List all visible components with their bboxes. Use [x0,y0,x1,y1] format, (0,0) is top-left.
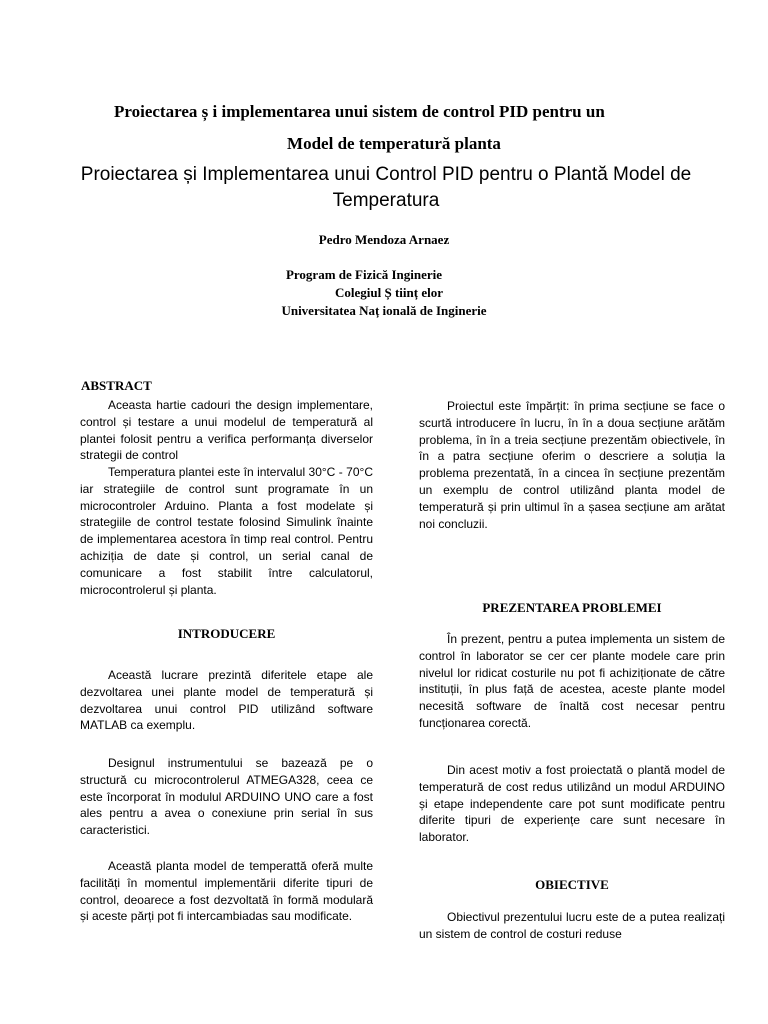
prezentarea-heading: PREZENTAREA PROBLEMEI [482,600,662,615]
abstract-heading: ABSTRACT [81,378,152,393]
introducere-paragraph-3: Această planta model de temperattă oferă multe facilități în momentul implementării diferite tipuri de control, deoarece a fost dezvoltată în formă modulară și aceste părți pot fi intercambiadas sau modificate. [80,859,373,924]
introducere-paragraph-1: Această lucrare prezintă diferitele etape ale dezvoltarea unei plante model de temperatură și dezvoltarea unui control PID utilizând software MATLAB ca exemplu. [80,668,373,733]
affiliation-program: Program de Fizică Inginerie [285,267,443,282]
affiliation [0,266,768,320]
title-line-1: Proiectarea ș i implementarea unui sistem de control PID pentru un [114,102,605,121]
title-line-2: Model de temperatură planta [287,134,501,153]
introducere-paragraph-2: Designul instrumentului se bazează pe o structură cu microcontrolerul ATMEGA328, ceea ce este încorporat în modulul ARDUINO UNO care a fost ales pentru a avea o conexiune prin serial în sus caracteristici. [80,756,373,838]
structure-paragraph: Proiectul este împărțit: în prima secțiune se face o scurtă introducere în lucru, în în a doua secțiune arătăm problema, în în a treia secțiune prezentăm obiectivele, în în a patra secțiune oferim o descriere a soluția la problema prezentată, în a cincea în secțiune prezentăm un exemplu de control utilizând planta model de temperatură și prin ultimul în a șasea secțiune am arătat noi concluzii. [419,399,725,531]
prezentarea-paragraph-2: Din acest motiv a fost proiectată o plantă model de temperatură de cost redus utilizând un modul ARDUINO și etape independente care pot sunt modificate pentru diferite tipuri de experiențe care sunt necesare în laborator. [419,763,725,845]
obiective-heading: OBIECTIVE [535,877,609,892]
author-name: Pedro Mendoza Arnaez [318,232,450,247]
introducere-heading: INTRODUCERE [177,626,276,641]
abstract-paragraph-2: Temperatura plantei este în intervalul 30°C - 70°C iar strategiile de control sunt programate în un microcontroler Arduino. Planta a fost modelate și strategiile de control testate folosind Simulink înainte de implementarea acestora în timp real control. Pentru achiziția de date și control, un serial canal de comunicare a fost stabilit între calculatorul, microcontrolerul și planta. [80,465,373,597]
prezentarea-paragraph-1: În prezent, pentru a putea implementa un sistem de control în laborator se cer cer plante modele care prin nivelul lor ridicat costurile nu pot fi achiziționate de către instituții, în plus față de acestea, aceste plante model necesită software de înaltă cost necesar pentru funcționarea corectă. [419,632,725,730]
paper-title-romanian [60,96,700,160]
obiective-paragraph-1: Obiectivul prezentului lucru este de a putea realizați un sistem de control de costuri reduse [419,910,725,941]
affiliation-college: Colegiul Ș tiinț elor [335,285,443,300]
abstract-paragraph-1: Aceasta hartie cadouri the design implementare, control și testare a unui modelul de temperatură al plantei folosit pentru a verifica performanța diverselor strategii de control [80,398,373,463]
paper-title-sans: Proiectarea și Implementarea unui Control PID pentru o Plantă Model de Temperatura [80,164,692,211]
affiliation-university: Universitatea Naț ională de Inginerie [281,303,487,318]
